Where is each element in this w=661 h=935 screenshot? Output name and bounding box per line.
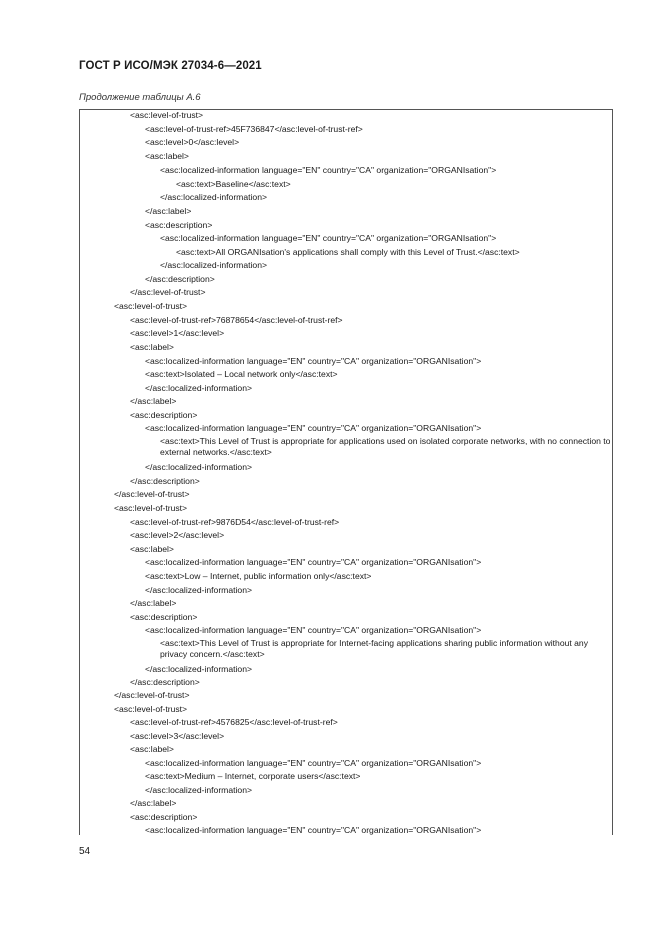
- code-line: <asc:localized-information language="EN" country="CA" organization="ORGANIsation">: [145, 758, 482, 768]
- code-line: </asc:description>: [130, 476, 200, 486]
- code-line: </asc:label>: [130, 598, 177, 608]
- code-line: <asc:label>: [145, 151, 189, 161]
- code-line: <asc:level-of-trust-ref>9876D54</asc:level-of-trust-ref>: [130, 517, 340, 527]
- code-line: <asc:text>Isolated – Local network only</asc:text>: [145, 369, 338, 379]
- code-line: </asc:label>: [130, 798, 177, 808]
- code-line: <asc:level-of-trust-ref>76878654</asc:level-of-trust-ref>: [130, 315, 343, 325]
- code-line: <asc:level>1</asc:level>: [130, 328, 225, 338]
- code-line: </asc:label>: [145, 206, 192, 216]
- code-line: <asc:level-of-trust-ref>45F736847</asc:level-of-trust-ref>: [145, 124, 363, 134]
- code-line: <asc:text>Medium – Internet, corporate users</asc:text>: [145, 771, 361, 781]
- table-caption: Продолжение таблицы А.6: [79, 92, 201, 103]
- code-line: <asc:level>3</asc:level>: [130, 731, 225, 741]
- code-line: <asc:text>Low – Internet, public information only</asc:text>: [145, 571, 372, 581]
- code-line: <asc:level-of-trust-ref>4576825</asc:level-of-trust-ref>: [130, 717, 338, 727]
- page-number: 54: [79, 846, 91, 857]
- code-line: <asc:text>Baseline</asc:text>: [176, 179, 291, 189]
- code-line: </asc:localized-information>: [145, 383, 252, 393]
- code-line: </asc:label>: [130, 396, 177, 406]
- code-line: <asc:text>This Level of Trust is appropriate for applications used on isolated corporate networks, with no connection to external networks.</asc:text>: [160, 436, 611, 457]
- code-line: </asc:description>: [145, 274, 215, 284]
- code-line: <asc:level-of-trust>: [114, 704, 188, 714]
- code-line: </asc:level-of-trust>: [114, 690, 190, 700]
- code-line: <asc:level-of-trust>: [130, 110, 204, 120]
- code-line: <asc:level-of-trust>: [114, 301, 188, 311]
- code-line: <asc:localized-information language="EN" country="CA" organization="ORGANIsation">: [145, 356, 482, 366]
- code-line: <asc:localized-information language="EN" country="CA" organization="ORGANIsation">: [145, 625, 482, 635]
- code-line: </asc:localized-information>: [145, 585, 252, 595]
- code-line: </asc:level-of-trust>: [114, 489, 190, 499]
- code-line: <asc:localized-information language="EN" country="CA" organization="ORGANIsation">: [145, 423, 482, 433]
- code-line: <asc:level>2</asc:level>: [130, 530, 225, 540]
- code-line: </asc:localized-information>: [160, 260, 267, 270]
- code-line: </asc:localized-information>: [145, 664, 252, 674]
- code-line: <asc:localized-information language="EN" country="CA" organization="ORGANIsation">: [160, 165, 497, 175]
- code-line: <asc:description>: [145, 220, 213, 230]
- code-line: <asc:localized-information language="EN" country="CA" organization="ORGANIsation">: [145, 825, 482, 835]
- standard-title: ГОСТ Р ИСО/МЭК 27034-6—2021: [79, 60, 262, 72]
- code-line: <asc:level>0</asc:level>: [145, 137, 240, 147]
- code-line: <asc:description>: [130, 410, 198, 420]
- code-line: <asc:label>: [130, 544, 174, 554]
- code-line: <asc:label>: [130, 744, 174, 754]
- code-line: <asc:localized-information language="EN" country="CA" organization="ORGANIsation">: [160, 233, 497, 243]
- code-line: <asc:level-of-trust>: [114, 503, 188, 513]
- code-line: <asc:description>: [130, 612, 198, 622]
- code-line: <asc:label>: [130, 342, 174, 352]
- code-line: </asc:localized-information>: [145, 785, 252, 795]
- code-line: <asc:localized-information language="EN" country="CA" organization="ORGANIsation">: [145, 557, 482, 567]
- code-line: </asc:localized-information>: [145, 462, 252, 472]
- code-line: <asc:text>This Level of Trust is appropriate for Internet-facing applications sharing public information without any privacy concern.</asc:text>: [160, 638, 589, 659]
- code-line: <asc:text>All ORGANIsation's applications shall comply with this Level of Trust.</asc:text>: [176, 247, 520, 257]
- code-line: </asc:level-of-trust>: [130, 287, 206, 297]
- code-line: </asc:localized-information>: [160, 192, 267, 202]
- code-line: <asc:description>: [130, 812, 198, 822]
- code-line: </asc:description>: [130, 677, 200, 687]
